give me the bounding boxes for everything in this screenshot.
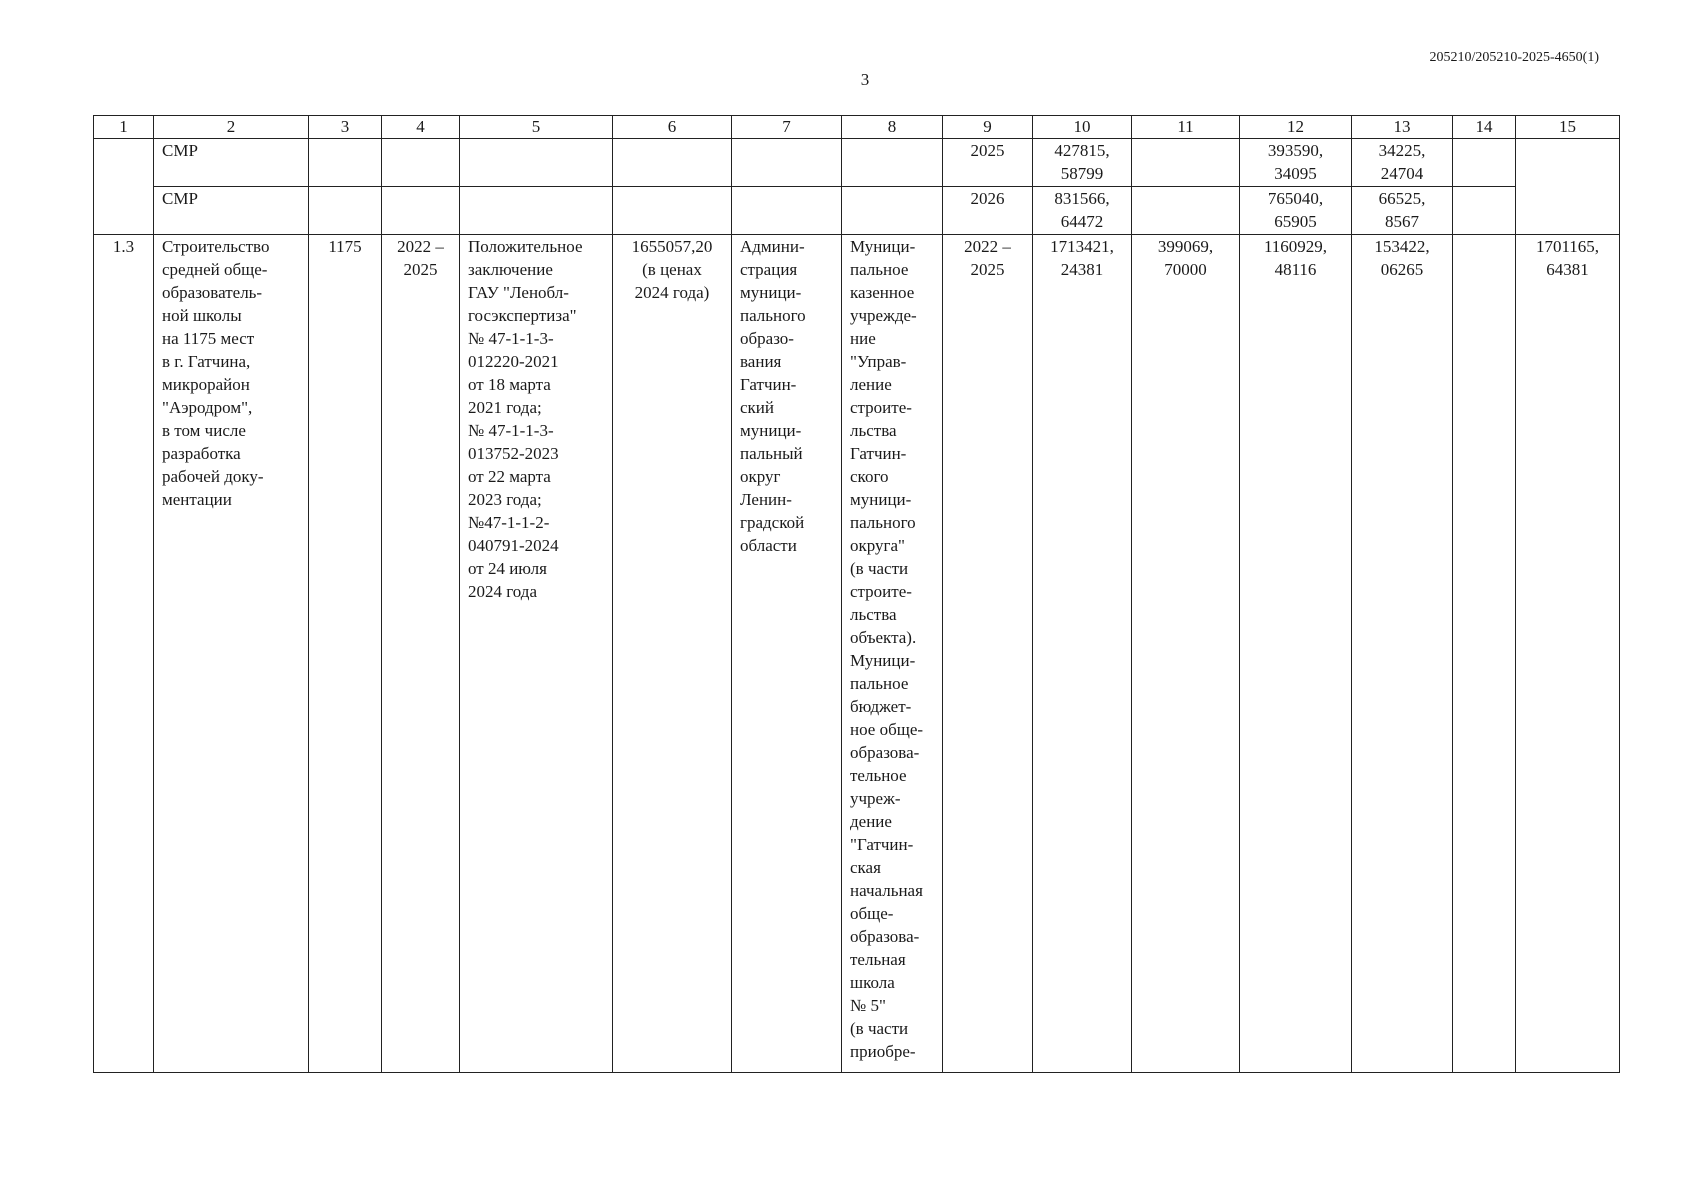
empty-cell [842, 139, 943, 187]
empty-cell [613, 139, 732, 187]
regional-amount: 1160929, 48116 [1240, 235, 1352, 1073]
empty-cell [94, 139, 154, 235]
empty-cell [732, 187, 842, 235]
empty-cell [1453, 139, 1516, 187]
object-row-1-3 [94, 235, 1620, 1073]
column-header: 4 [382, 116, 460, 139]
empty-cell [1516, 139, 1620, 235]
empty-cell [842, 187, 943, 235]
smr-row-2026 [94, 187, 1620, 235]
column-header: 5 [460, 116, 613, 139]
smr-total-amount: 831566, 64472 [1033, 187, 1132, 235]
smr-total-amount: 427815, 58799 [1033, 139, 1132, 187]
developer: Муници- пальное казенное учрежде- ние "Управ- ление строите- льства Гатчин- ского муници- пального округа" (в части строите- льства объекта). Муници- пальное бюджет- ное обще- образова- тельное учреж- дение "Гатчин- ская начальная обще- образова- тельная школа № 5" (в части приобре- [842, 235, 943, 1073]
smr-regional-amount: 393590, 34095 [1240, 139, 1352, 187]
total-amount: 1713421, 24381 [1033, 235, 1132, 1073]
column-header: 1 [94, 116, 154, 139]
remaining-amount: 1701165, 64381 [1516, 235, 1620, 1073]
column-header: 15 [1516, 116, 1620, 139]
column-header: 9 [943, 116, 1033, 139]
column-header: 14 [1453, 116, 1516, 139]
empty-cell [382, 139, 460, 187]
customer: Админи- страция муници- пального образо- вания Гатчин- ский муници- пальный округ Ленин- градской области [732, 235, 842, 1073]
expertise-conclusion: Положительное заключение ГАУ "Ленобл- госэкспертиза" № 47-1-1-3- 012220-2021 от 18 марта 2021 года; № 47-1-1-3- 013752-2023 от 22 марта 2023 года; №47-1-1-2- 040791-2024 от 24 июля 2024 года [460, 235, 613, 1073]
column-header: 11 [1132, 116, 1240, 139]
empty-cell [460, 187, 613, 235]
local-amount: 153422, 06265 [1352, 235, 1453, 1073]
page-number: 3 [860, 70, 870, 89]
other-sources-amount [1453, 235, 1516, 1073]
column-header: 7 [732, 116, 842, 139]
column-header: 6 [613, 116, 732, 139]
empty-cell [1132, 139, 1240, 187]
column-header: 10 [1033, 116, 1132, 139]
row-number: 1.3 [94, 235, 154, 1073]
smr-year: 2026 [943, 187, 1033, 235]
smr-label: СМР [154, 139, 309, 187]
object-capacity: 1175 [309, 235, 382, 1073]
empty-cell [309, 187, 382, 235]
empty-cell [613, 187, 732, 235]
empty-cell [732, 139, 842, 187]
smr-local-amount: 34225, 24704 [1352, 139, 1453, 187]
column-header: 2 [154, 116, 309, 139]
smr-row-2025 [94, 139, 1620, 187]
column-header: 3 [309, 116, 382, 139]
column-header: 13 [1352, 116, 1453, 139]
column-header: 8 [842, 116, 943, 139]
federal-amount: 399069, 70000 [1132, 235, 1240, 1073]
estimated-cost: 1655057,20 (в ценах 2024 года) [613, 235, 732, 1073]
smr-label: СМР [154, 187, 309, 235]
empty-cell [1453, 187, 1516, 235]
smr-regional-amount: 765040, 65905 [1240, 187, 1352, 235]
investment-table [93, 115, 1620, 1073]
column-number-row [94, 116, 1620, 139]
financing-years: 2022 – 2025 [943, 235, 1033, 1073]
empty-cell [309, 139, 382, 187]
column-header: 12 [1240, 116, 1352, 139]
document-number: 205210/205210-2025-4650(1) [1429, 50, 1599, 65]
object-name: Строительство средней обще- образователь- ной школы на 1175 мест в г. Гатчина, микрорайон "Аэродром", в том числе разработка рабочей доку- ментации [154, 235, 309, 1073]
empty-cell [460, 139, 613, 187]
empty-cell [1132, 187, 1240, 235]
construction-period: 2022 – 2025 [382, 235, 460, 1073]
empty-cell [382, 187, 460, 235]
smr-year: 2025 [943, 139, 1033, 187]
smr-local-amount: 66525, 8567 [1352, 187, 1453, 235]
